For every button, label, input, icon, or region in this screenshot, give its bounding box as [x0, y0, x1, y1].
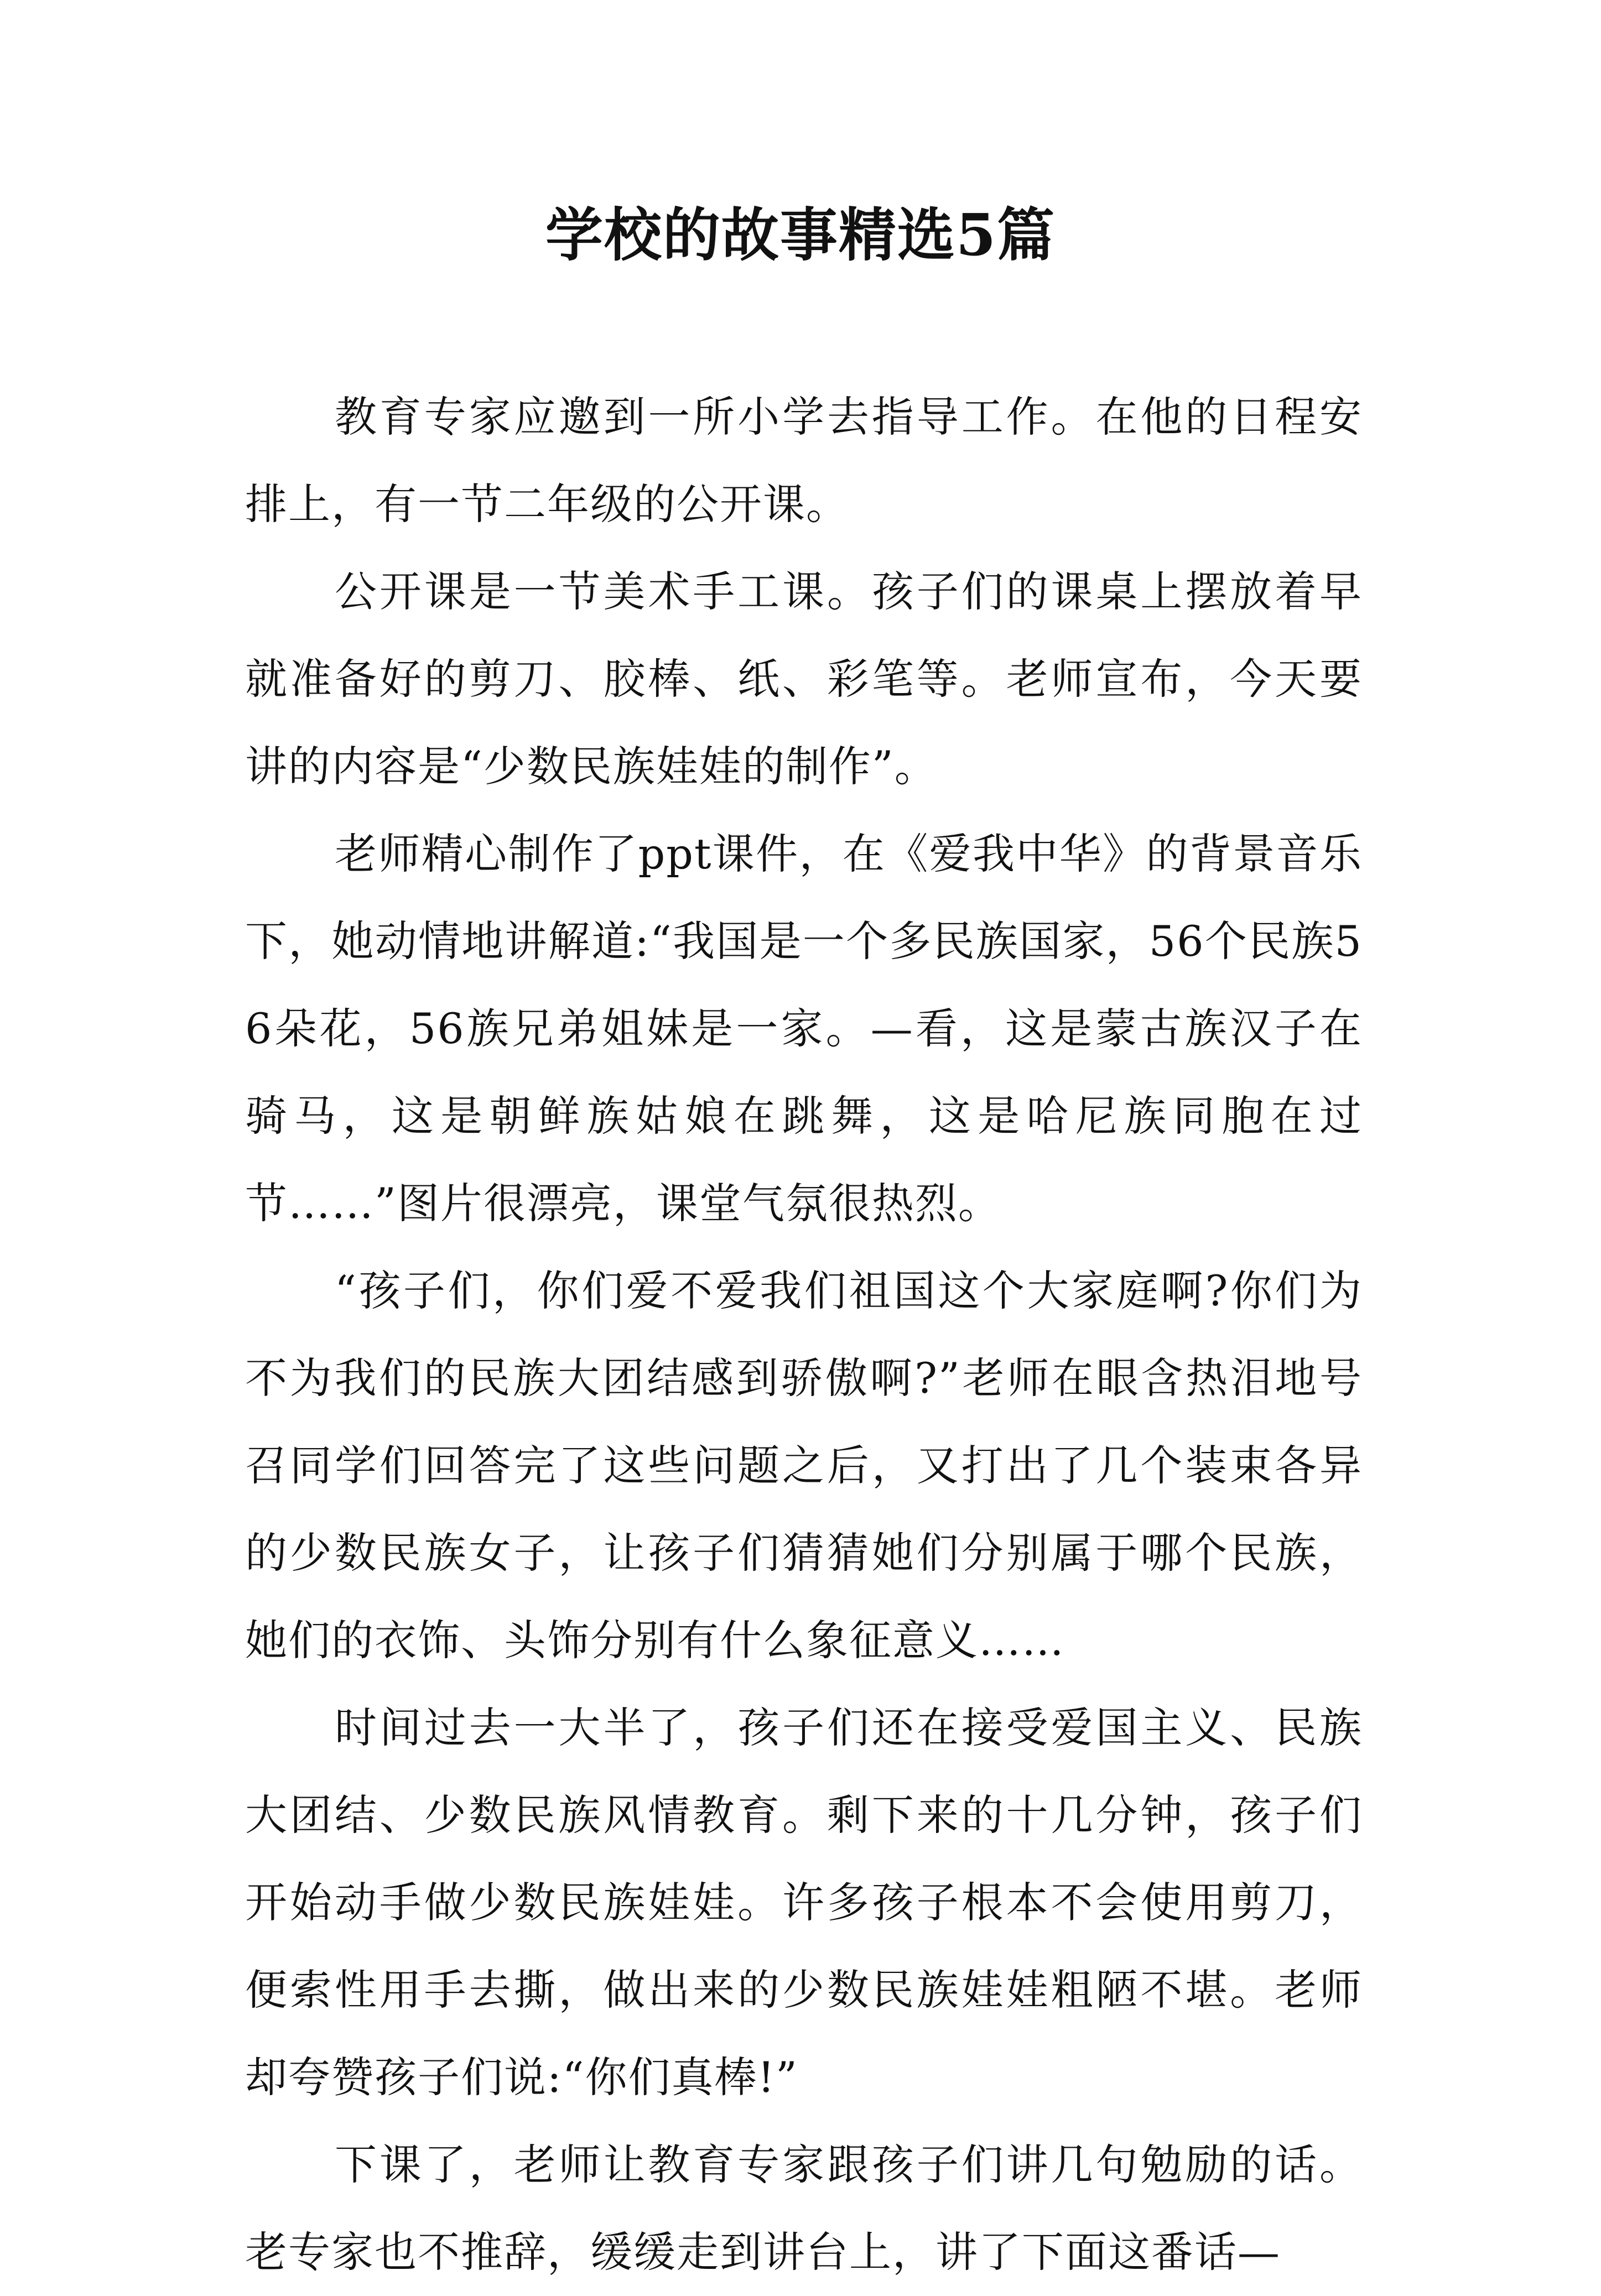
body-paragraph-6: 下课了，老师让教育专家跟孩子们讲几句勉励的话。老专家也不推辞，缓缓走到讲台上，讲了下面这番话—	[245, 2140, 1363, 2277]
body-paragraph-3: 老师精心制作了ppt课件，在《爱我中华》的背景音乐下，她动情地讲解道:“我国是一个多民族国家，56个民族56朵花，56族兄弟姐妹是一家。—看，这是蒙古族汉子在骑马，这是朝鲜族姑娘在跳舞，这是哈尼族同胞在过节……”图片很漂亮，课堂气氛很热烈。	[245, 829, 1363, 1228]
body-paragraph-1: 教育专家应邀到一所小学去指导工作。在他的日程安排上，有一节二年级的公开课。	[245, 392, 1363, 529]
body-paragraph-4: “孩子们，你们爱不爱我们祖国这个大家庭啊?你们为不为我们的民族大团结感到骄傲啊?”老师在眼含热泪地号召同学们回答完了这些问题之后，又打出了几个装束各异的少数民族女子，让孩子们猜猜她们分别属于哪个民族，她们的衣饰、头饰分别有什么象征意义……	[245, 1266, 1363, 1665]
document-title: 学校的故事精选5篇	[545, 201, 1056, 269]
body-paragraph-5: 时间过去一大半了，孩子们还在接受爱国主义、民族大团结、少数民族风情教育。剩下来的十几分钟，孩子们开始动手做少数民族娃娃。许多孩子根本不会使用剪刀，便索性用手去撕，做出来的少数民族娃娃粗陋不堪。老师却夸赞孩子们说:“你们真棒!”	[245, 1703, 1363, 2102]
document-body	[245, 373, 1363, 2296]
body-paragraph-2: 公开课是一节美术手工课。孩子们的课桌上摆放着早就准备好的剪刀、胶棒、纸、彩笔等。老师宣布，今天要讲的内容是“少数民族娃娃的制作”。	[245, 567, 1363, 791]
